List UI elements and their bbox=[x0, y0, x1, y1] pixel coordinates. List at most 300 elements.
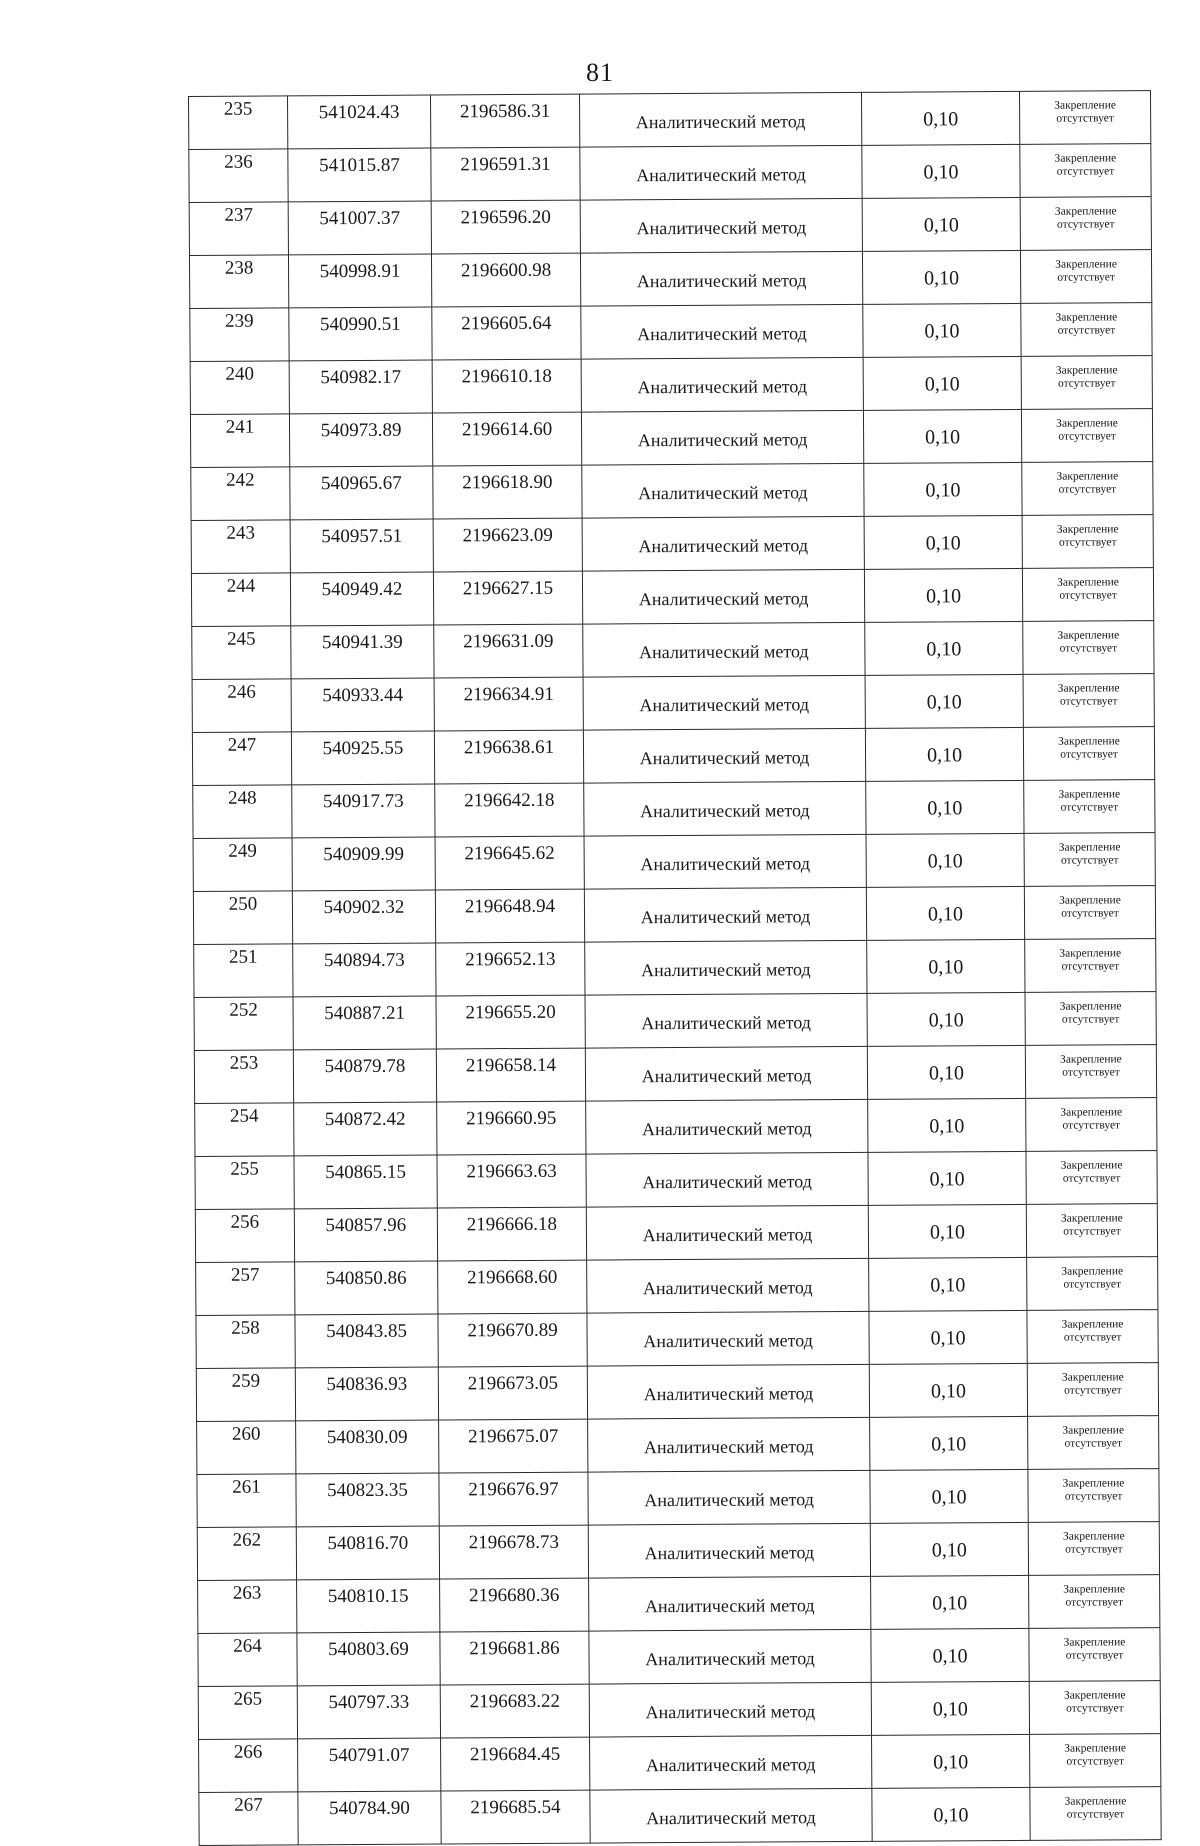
error-cell: 0,10 bbox=[867, 1045, 1025, 1099]
x-coordinate-cell: 540823.35 bbox=[296, 1473, 439, 1527]
method-cell: Аналитический метод bbox=[584, 887, 866, 942]
table-row bbox=[195, 1204, 1157, 1263]
y-coordinate-cell: 2196668.60 bbox=[438, 1260, 587, 1314]
table-row bbox=[199, 1734, 1161, 1793]
y-coordinate-cell: 2196684.45 bbox=[441, 1737, 590, 1791]
method-cell: Аналитический метод bbox=[590, 1788, 872, 1843]
point-number-cell: 260 bbox=[197, 1421, 296, 1475]
error-cell: 0,10 bbox=[872, 1734, 1030, 1788]
point-number-cell: 266 bbox=[199, 1739, 298, 1793]
table-row bbox=[189, 197, 1151, 256]
fixing-label-line2: отсутствует bbox=[1060, 748, 1118, 761]
table-row bbox=[192, 727, 1154, 786]
fixing-label-line1: Закрепление bbox=[1055, 311, 1118, 324]
error-cell: 0,10 bbox=[864, 568, 1022, 622]
table-row bbox=[196, 1310, 1158, 1369]
fixing-cell bbox=[1029, 1628, 1160, 1682]
x-coordinate-cell: 540872.42 bbox=[294, 1102, 437, 1156]
method-cell: Аналитический метод bbox=[585, 993, 867, 1048]
point-number-cell: 240 bbox=[190, 361, 289, 415]
fixing-label-line1: Закрепление bbox=[1059, 947, 1122, 960]
fixing-label-line1: Закрепление bbox=[1061, 1371, 1124, 1384]
fixing-cell bbox=[1029, 1681, 1160, 1735]
method-cell: Аналитический метод bbox=[589, 1682, 871, 1737]
fixing-label-line2: отсутствует bbox=[1056, 112, 1114, 125]
table-row bbox=[192, 674, 1154, 733]
method-cell: Аналитический метод bbox=[589, 1576, 871, 1631]
fixing-label-line2: отсутствует bbox=[1060, 854, 1119, 867]
point-number-cell: 243 bbox=[191, 520, 290, 574]
point-number-cell: 248 bbox=[193, 785, 292, 839]
x-coordinate-cell: 540816.70 bbox=[296, 1526, 439, 1580]
method-cell: Аналитический метод bbox=[583, 675, 865, 730]
point-number-cell: 265 bbox=[198, 1686, 297, 1740]
method-cell: Аналитический метод bbox=[585, 940, 867, 995]
fixing-cell bbox=[1022, 515, 1153, 569]
method-cell: Аналитический метод bbox=[586, 1099, 868, 1154]
x-coordinate-cell: 540879.78 bbox=[293, 1049, 436, 1103]
error-cell: 0,10 bbox=[862, 197, 1020, 251]
fixing-cell bbox=[1026, 1151, 1157, 1205]
fixing-label-line1: Закрепление bbox=[1054, 99, 1116, 112]
table-row bbox=[199, 1787, 1161, 1846]
fixing-label-line1: Закрепление bbox=[1057, 629, 1120, 642]
x-coordinate-cell: 540865.15 bbox=[294, 1155, 437, 1209]
fixing-label-line2: отсутствует bbox=[1063, 1278, 1122, 1291]
fixing-label-line1: Закрепление bbox=[1060, 1053, 1122, 1066]
fixing-label-line1: Закрепление bbox=[1064, 1742, 1127, 1755]
fixing-label-line1: Закрепление bbox=[1054, 152, 1117, 165]
fixing-cell bbox=[1023, 674, 1154, 728]
method-cell: Аналитический метод bbox=[588, 1523, 870, 1578]
fixing-label-line2: отсутствует bbox=[1066, 1702, 1124, 1715]
fixing-label-line1: Закрепление bbox=[1057, 576, 1119, 589]
x-coordinate-cell: 540973.89 bbox=[289, 413, 432, 467]
fixing-cell bbox=[1027, 1363, 1158, 1417]
table-row bbox=[193, 886, 1155, 945]
fixing-cell bbox=[1029, 1575, 1160, 1629]
fixing-label-line1: Закрепление bbox=[1054, 205, 1117, 218]
method-cell: Аналитический метод bbox=[584, 834, 866, 889]
table-row bbox=[191, 568, 1153, 627]
fixing-label-line2: отсутствует bbox=[1062, 1172, 1121, 1185]
error-cell: 0,10 bbox=[870, 1416, 1028, 1470]
method-cell: Аналитический метод bbox=[586, 1205, 868, 1260]
fixing-label-line1: Закрепление bbox=[1057, 682, 1120, 695]
table-row bbox=[195, 1098, 1157, 1157]
fixing-cell bbox=[1022, 568, 1153, 622]
x-coordinate-cell: 540830.09 bbox=[296, 1420, 439, 1474]
method-cell: Аналитический метод bbox=[584, 781, 866, 836]
fixing-label-line2: отсутствует bbox=[1066, 1808, 1125, 1821]
fixing-label-line1: Закрепление bbox=[1064, 1795, 1127, 1808]
method-cell: Аналитический метод bbox=[587, 1364, 869, 1419]
method-cell: Аналитический метод bbox=[587, 1258, 869, 1313]
error-cell: 0,10 bbox=[866, 780, 1024, 834]
fixing-label-line2: отсутствует bbox=[1066, 1755, 1124, 1768]
point-number-cell: 241 bbox=[190, 414, 289, 468]
page-number: 81 bbox=[586, 58, 614, 87]
method-cell: Аналитический метод bbox=[582, 516, 864, 571]
y-coordinate-cell: 2196675.07 bbox=[439, 1419, 588, 1473]
error-cell: 0,10 bbox=[866, 886, 1024, 940]
x-coordinate-cell: 540949.42 bbox=[290, 572, 433, 626]
fixing-label-line2: отсутствует bbox=[1059, 642, 1118, 655]
fixing-label-line1: Закрепление bbox=[1062, 1530, 1125, 1543]
table-row bbox=[194, 992, 1156, 1051]
x-coordinate-cell: 540894.73 bbox=[293, 943, 436, 997]
y-coordinate-cell: 2196676.97 bbox=[439, 1472, 588, 1526]
fixing-cell bbox=[1024, 780, 1155, 834]
y-coordinate-cell: 2196618.90 bbox=[433, 465, 582, 519]
error-cell: 0,10 bbox=[867, 939, 1025, 993]
point-number-cell: 258 bbox=[196, 1315, 295, 1369]
method-cell: Аналитический метод bbox=[582, 463, 864, 518]
point-number-cell: 246 bbox=[192, 679, 291, 733]
fixing-label-line2: отсутствует bbox=[1059, 695, 1118, 708]
fixing-cell bbox=[1021, 303, 1152, 357]
fixing-label-line1: Закрепление bbox=[1056, 470, 1119, 483]
table-row bbox=[189, 91, 1151, 150]
x-coordinate-cell: 540925.55 bbox=[291, 731, 434, 785]
table-row bbox=[193, 833, 1155, 892]
fixing-label-line2: отсутствует bbox=[1056, 165, 1115, 178]
coordinates-table bbox=[188, 90, 1162, 1846]
error-cell: 0,10 bbox=[862, 144, 1020, 198]
point-number-cell: 251 bbox=[194, 944, 293, 998]
table-row bbox=[198, 1628, 1160, 1687]
fixing-cell bbox=[1020, 197, 1151, 251]
fixing-label-line1: Закрепление bbox=[1058, 735, 1120, 748]
fixing-cell bbox=[1021, 356, 1152, 410]
fixing-label-line2: отсутствует bbox=[1064, 1490, 1123, 1503]
point-number-cell: 263 bbox=[198, 1580, 297, 1634]
y-coordinate-cell: 2196627.15 bbox=[433, 571, 582, 625]
table-row bbox=[190, 303, 1152, 362]
fixing-label-line1: Закрепление bbox=[1060, 1106, 1123, 1119]
fixing-cell bbox=[1019, 91, 1150, 145]
method-cell: Аналитический метод bbox=[588, 1470, 870, 1525]
fixing-cell bbox=[1027, 1310, 1158, 1364]
x-coordinate-cell: 541024.43 bbox=[288, 95, 431, 149]
point-number-cell: 257 bbox=[196, 1262, 295, 1316]
method-cell: Аналитический метод bbox=[588, 1417, 870, 1472]
fixing-cell bbox=[1025, 1045, 1156, 1099]
y-coordinate-cell: 2196605.64 bbox=[432, 306, 581, 360]
fixing-label-line1: Закрепление bbox=[1056, 417, 1118, 430]
table-row bbox=[198, 1681, 1160, 1740]
fixing-label-line2: отсутствует bbox=[1065, 1543, 1123, 1556]
fixing-label-line2: отсутствует bbox=[1065, 1649, 1124, 1662]
error-cell: 0,10 bbox=[865, 727, 1023, 781]
y-coordinate-cell: 2196645.62 bbox=[435, 836, 584, 890]
table-row bbox=[190, 356, 1152, 415]
x-coordinate-cell: 540982.17 bbox=[289, 360, 432, 414]
error-cell: 0,10 bbox=[861, 91, 1019, 145]
fixing-label-line1: Закрепление bbox=[1062, 1477, 1125, 1490]
table-row bbox=[194, 1045, 1156, 1104]
point-number-cell: 264 bbox=[198, 1633, 297, 1687]
y-coordinate-cell: 2196634.91 bbox=[434, 677, 583, 731]
error-cell: 0,10 bbox=[865, 674, 1023, 728]
fixing-label-line1: Закрепление bbox=[1055, 364, 1118, 377]
y-coordinate-cell: 2196610.18 bbox=[432, 359, 581, 413]
fixing-cell bbox=[1026, 1098, 1157, 1152]
error-cell: 0,10 bbox=[870, 1522, 1028, 1576]
x-coordinate-cell: 540784.90 bbox=[298, 1791, 441, 1845]
method-cell: Аналитический метод bbox=[585, 1046, 867, 1101]
table-row bbox=[194, 939, 1156, 998]
table-row bbox=[197, 1416, 1159, 1475]
table-row bbox=[198, 1575, 1160, 1634]
y-coordinate-cell: 2196591.31 bbox=[431, 147, 580, 201]
fixing-cell bbox=[1024, 833, 1155, 887]
fixing-label-line2: отсутствует bbox=[1057, 377, 1116, 390]
fixing-cell bbox=[1020, 250, 1151, 304]
fixing-label-line2: отсутствует bbox=[1058, 430, 1116, 443]
method-cell: Аналитический метод bbox=[580, 145, 862, 200]
x-coordinate-cell: 540843.85 bbox=[295, 1314, 438, 1368]
x-coordinate-cell: 540917.73 bbox=[292, 784, 435, 838]
fixing-cell bbox=[1021, 409, 1152, 463]
y-coordinate-cell: 2196663.63 bbox=[437, 1154, 586, 1208]
y-coordinate-cell: 2196678.73 bbox=[439, 1525, 588, 1579]
x-coordinate-cell: 540836.93 bbox=[295, 1367, 438, 1421]
y-coordinate-cell: 2196660.95 bbox=[437, 1101, 586, 1155]
table-row bbox=[191, 462, 1153, 521]
x-coordinate-cell: 540933.44 bbox=[291, 678, 434, 732]
point-number-cell: 244 bbox=[191, 573, 290, 627]
fixing-cell bbox=[1030, 1787, 1161, 1841]
x-coordinate-cell: 540941.39 bbox=[291, 625, 434, 679]
fixing-label-line1: Закрепление bbox=[1055, 258, 1117, 271]
fixing-label-line2: отсутствует bbox=[1061, 1013, 1120, 1026]
point-number-cell: 235 bbox=[189, 96, 288, 150]
y-coordinate-cell: 2196655.20 bbox=[436, 995, 585, 1049]
fixing-label-line1: Закрепление bbox=[1058, 788, 1121, 801]
method-cell: Аналитический метод bbox=[583, 728, 865, 783]
error-cell: 0,10 bbox=[869, 1257, 1027, 1311]
fixing-cell bbox=[1020, 144, 1151, 198]
table-row bbox=[196, 1363, 1158, 1422]
fixing-cell bbox=[1028, 1469, 1159, 1523]
table-row bbox=[193, 780, 1155, 839]
error-cell: 0,10 bbox=[865, 621, 1023, 675]
error-cell: 0,10 bbox=[864, 515, 1022, 569]
method-cell: Аналитический метод bbox=[589, 1629, 871, 1684]
point-number-cell: 245 bbox=[192, 626, 291, 680]
x-coordinate-cell: 540957.51 bbox=[290, 519, 433, 573]
y-coordinate-cell: 2196642.18 bbox=[435, 783, 584, 837]
point-number-cell: 249 bbox=[193, 838, 292, 892]
fixing-cell bbox=[1028, 1416, 1159, 1470]
point-number-cell: 247 bbox=[192, 732, 291, 786]
fixing-label-line1: Закрепление bbox=[1061, 1318, 1124, 1331]
method-cell: Аналитический метод bbox=[580, 198, 862, 253]
error-cell: 0,10 bbox=[868, 1151, 1026, 1205]
coordinates-table-body bbox=[189, 91, 1162, 1846]
point-number-cell: 256 bbox=[195, 1209, 294, 1263]
fixing-label-line2: отсутствует bbox=[1057, 218, 1115, 231]
error-cell: 0,10 bbox=[871, 1681, 1029, 1735]
point-number-cell: 255 bbox=[195, 1156, 294, 1210]
y-coordinate-cell: 2196596.20 bbox=[431, 200, 580, 254]
fixing-label-line2: отсутствует bbox=[1064, 1437, 1123, 1450]
error-cell: 0,10 bbox=[871, 1575, 1029, 1629]
fixing-label-line2: отсутствует bbox=[1065, 1596, 1124, 1609]
method-cell: Аналитический метод bbox=[581, 304, 863, 359]
y-coordinate-cell: 2196614.60 bbox=[432, 412, 581, 466]
y-coordinate-cell: 2196648.94 bbox=[435, 889, 584, 943]
point-number-cell: 261 bbox=[197, 1474, 296, 1528]
error-cell: 0,10 bbox=[870, 1469, 1028, 1523]
fixing-label-line2: отсутствует bbox=[1057, 324, 1116, 337]
fixing-label-line2: отсутствует bbox=[1060, 801, 1119, 814]
point-number-cell: 236 bbox=[189, 149, 288, 203]
fixing-label-line1: Закрепление bbox=[1060, 1212, 1123, 1225]
error-cell: 0,10 bbox=[863, 409, 1021, 463]
y-coordinate-cell: 2196673.05 bbox=[438, 1366, 587, 1420]
method-cell: Аналитический метод bbox=[581, 357, 863, 412]
x-coordinate-cell: 540902.32 bbox=[292, 890, 435, 944]
table-row bbox=[192, 621, 1154, 680]
fixing-label-line1: Закрепление bbox=[1063, 1689, 1126, 1702]
fixing-cell bbox=[1025, 992, 1156, 1046]
method-cell: Аналитический метод bbox=[582, 569, 864, 624]
x-coordinate-cell: 540990.51 bbox=[289, 307, 432, 361]
table-row bbox=[191, 515, 1153, 574]
y-coordinate-cell: 2196680.36 bbox=[440, 1578, 589, 1632]
x-coordinate-cell: 540791.07 bbox=[298, 1738, 441, 1792]
point-number-cell: 250 bbox=[193, 891, 292, 945]
x-coordinate-cell: 541015.87 bbox=[288, 148, 431, 202]
x-coordinate-cell: 540797.33 bbox=[297, 1685, 440, 1739]
y-coordinate-cell: 2196683.22 bbox=[440, 1684, 589, 1738]
fixing-label-line1: Закрепление bbox=[1063, 1583, 1126, 1596]
x-coordinate-cell: 540857.96 bbox=[294, 1208, 437, 1262]
fixing-label-line1: Закрепление bbox=[1061, 1265, 1124, 1278]
fixing-label-line2: отсутствует bbox=[1059, 589, 1117, 602]
fixing-label-line2: отсутствует bbox=[1063, 1331, 1122, 1344]
fixing-label-line1: Закрепление bbox=[1062, 1424, 1125, 1437]
x-coordinate-cell: 540965.67 bbox=[290, 466, 433, 520]
point-number-cell: 239 bbox=[190, 308, 289, 362]
method-cell: Аналитический метод bbox=[586, 1152, 868, 1207]
point-number-cell: 253 bbox=[194, 1050, 293, 1104]
error-cell: 0,10 bbox=[863, 303, 1021, 357]
error-cell: 0,10 bbox=[868, 1204, 1026, 1258]
error-cell: 0,10 bbox=[872, 1787, 1030, 1841]
method-cell: Аналитический метод bbox=[590, 1735, 872, 1790]
fixing-cell bbox=[1027, 1257, 1158, 1311]
y-coordinate-cell: 2196623.09 bbox=[433, 518, 582, 572]
method-cell: Аналитический метод bbox=[579, 92, 861, 147]
fixing-cell bbox=[1025, 939, 1156, 993]
table-row bbox=[190, 409, 1152, 468]
table-row bbox=[196, 1257, 1158, 1316]
table-row bbox=[197, 1469, 1159, 1528]
error-cell: 0,10 bbox=[869, 1363, 1027, 1417]
x-coordinate-cell: 540909.99 bbox=[292, 837, 435, 891]
y-coordinate-cell: 2196681.86 bbox=[440, 1631, 589, 1685]
point-number-cell: 259 bbox=[196, 1368, 295, 1422]
point-number-cell: 254 bbox=[195, 1103, 294, 1157]
error-cell: 0,10 bbox=[866, 833, 1024, 887]
y-coordinate-cell: 2196666.18 bbox=[437, 1207, 586, 1261]
point-number-cell: 267 bbox=[199, 1792, 298, 1846]
method-cell: Аналитический метод bbox=[587, 1311, 869, 1366]
fixing-cell bbox=[1026, 1204, 1157, 1258]
y-coordinate-cell: 2196586.31 bbox=[430, 94, 579, 148]
error-cell: 0,10 bbox=[867, 992, 1025, 1046]
fixing-label-line2: отсутствует bbox=[1064, 1384, 1122, 1397]
x-coordinate-cell: 540887.21 bbox=[293, 996, 436, 1050]
fixing-label-line1: Закрепление bbox=[1059, 1000, 1122, 1013]
x-coordinate-cell: 540810.15 bbox=[297, 1579, 440, 1633]
method-cell: Аналитический метод bbox=[583, 622, 865, 677]
fixing-cell bbox=[1023, 727, 1154, 781]
y-coordinate-cell: 2196638.61 bbox=[434, 730, 583, 784]
table-row bbox=[197, 1522, 1159, 1581]
fixing-cell bbox=[1030, 1734, 1161, 1788]
x-coordinate-cell: 540850.86 bbox=[295, 1261, 438, 1315]
fixing-label-line1: Закрепление bbox=[1063, 1636, 1126, 1649]
error-cell: 0,10 bbox=[863, 356, 1021, 410]
error-cell: 0,10 bbox=[871, 1628, 1029, 1682]
y-coordinate-cell: 2196600.98 bbox=[431, 253, 580, 307]
method-cell: Аналитический метод bbox=[581, 410, 863, 465]
error-cell: 0,10 bbox=[868, 1098, 1026, 1152]
error-cell: 0,10 bbox=[869, 1310, 1027, 1364]
fixing-cell bbox=[1022, 462, 1153, 516]
fixing-label-line2: отсутствует bbox=[1061, 907, 1119, 920]
x-coordinate-cell: 540998.91 bbox=[288, 254, 431, 308]
fixing-label-line2: отсутствует bbox=[1057, 271, 1115, 284]
y-coordinate-cell: 2196652.13 bbox=[436, 942, 585, 996]
fixing-cell bbox=[1028, 1522, 1159, 1576]
fixing-label-line2: отсутствует bbox=[1061, 960, 1120, 973]
fixing-label-line1: Закрепление bbox=[1059, 894, 1121, 907]
fixing-label-line2: отсутствует bbox=[1063, 1225, 1121, 1238]
y-coordinate-cell: 2196685.54 bbox=[441, 1790, 590, 1844]
table-row bbox=[189, 250, 1151, 309]
point-number-cell: 238 bbox=[189, 255, 288, 309]
fixing-cell bbox=[1024, 886, 1155, 940]
fixing-cell bbox=[1023, 621, 1154, 675]
y-coordinate-cell: 2196631.09 bbox=[434, 624, 583, 678]
point-number-cell: 252 bbox=[194, 997, 293, 1051]
error-cell: 0,10 bbox=[864, 462, 1022, 516]
y-coordinate-cell: 2196670.89 bbox=[438, 1313, 587, 1367]
table-row bbox=[195, 1151, 1157, 1210]
fixing-label-line1: Закрепление bbox=[1060, 1159, 1123, 1172]
fixing-label-line2: отсутствует bbox=[1062, 1066, 1120, 1079]
fixing-label-line1: Закрепление bbox=[1056, 523, 1119, 536]
point-number-cell: 242 bbox=[191, 467, 290, 521]
y-coordinate-cell: 2196658.14 bbox=[436, 1048, 585, 1102]
method-cell: Аналитический метод bbox=[580, 251, 862, 306]
error-cell: 0,10 bbox=[862, 250, 1020, 304]
fixing-label-line1: Закрепление bbox=[1058, 841, 1121, 854]
x-coordinate-cell: 540803.69 bbox=[297, 1632, 440, 1686]
x-coordinate-cell: 541007.37 bbox=[288, 201, 431, 255]
point-number-cell: 237 bbox=[189, 202, 288, 256]
fixing-label-line2: отсутствует bbox=[1058, 483, 1117, 496]
table-row bbox=[189, 144, 1151, 203]
point-number-cell: 262 bbox=[197, 1527, 296, 1581]
fixing-label-line2: отсутствует bbox=[1058, 536, 1117, 549]
fixing-label-line2: отсутствует bbox=[1062, 1119, 1121, 1132]
